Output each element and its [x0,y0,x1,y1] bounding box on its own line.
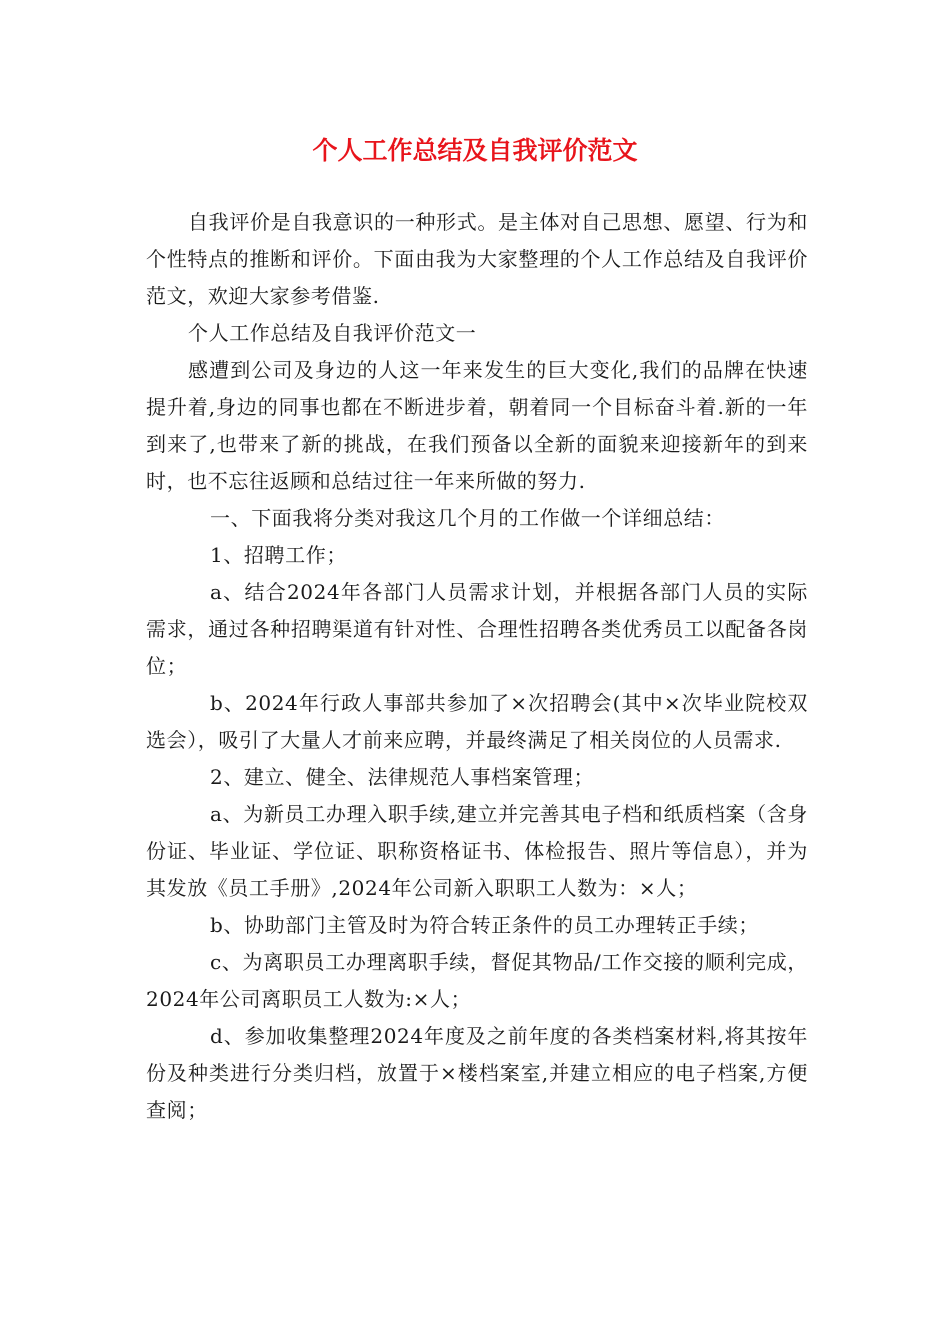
list-item-recruitment-b: b、2024年行政人事部共参加了×次招聘会(其中×次毕业院校双选会），吸引了大量人才前来应聘，并最终满足了相关岗位的人员需求. [146,691,808,752]
document-title: 个人工作总结及自我评价范文 [312,136,638,165]
item-heading-archives: 2、建立、健全、法律规范人事档案管理； [210,765,595,789]
item-heading-recruitment: 1、招聘工作； [210,543,347,567]
section-heading: 个人工作总结及自我评价范文一 [188,321,477,345]
list-item-archives-c: c、为离职员工办理离职手续，督促其物品/工作交接的顺利完成，2024年公司离职员工人数为:×人； [146,950,808,1011]
list-item-archives-a: a、为新员工办理入职手续,建立并完善其电子档和纸质档案（含身份证、毕业证、学位证、职称资格证书、体检报告、照片等信息），并为其发放《员工手册》,2024年公司新入职职工人数为：×人； [146,802,808,900]
list-item-archives-d: d、参加收集整理2024年度及之前年度的各类档案材料,将其按年份及种类进行分类归档，放置于×楼档案室,并建立相应的电子档案,方便查阅； [146,1024,808,1122]
summary-heading: 一、下面我将分类对我这几个月的工作做一个详细总结： [210,506,725,530]
paragraph-intro: 自我评价是自我意识的一种形式。是主体对自己思想、愿望、行为和个性特点的推断和评价。下面由我为大家整理的个人工作总结及自我评价范文，欢迎大家参考借鉴. [146,210,808,308]
paragraph-overview: 感遭到公司及身边的人这一年来发生的巨大变化,我们的品牌在快速提升着,身边的同事也都在不断进步着，朝着同一个目标奋斗着.新的一年到来了,也带来了新的挑战，在我们预备以全新的面貌来迎接新年的到来时，也不忘往返顾和总结过往一年来所做的努力. [146,358,808,493]
list-item-recruitment-a: a、结合2024年各部门人员需求计划，并根据各部门人员的实际需求，通过各种招聘渠道有针对性、合理性招聘各类优秀员工以配备各岗位； [146,580,808,678]
document-body [146,204,808,1129]
list-item-archives-b: b、协助部门主管及时为符合转正条件的员工办理转正手续； [210,913,760,937]
